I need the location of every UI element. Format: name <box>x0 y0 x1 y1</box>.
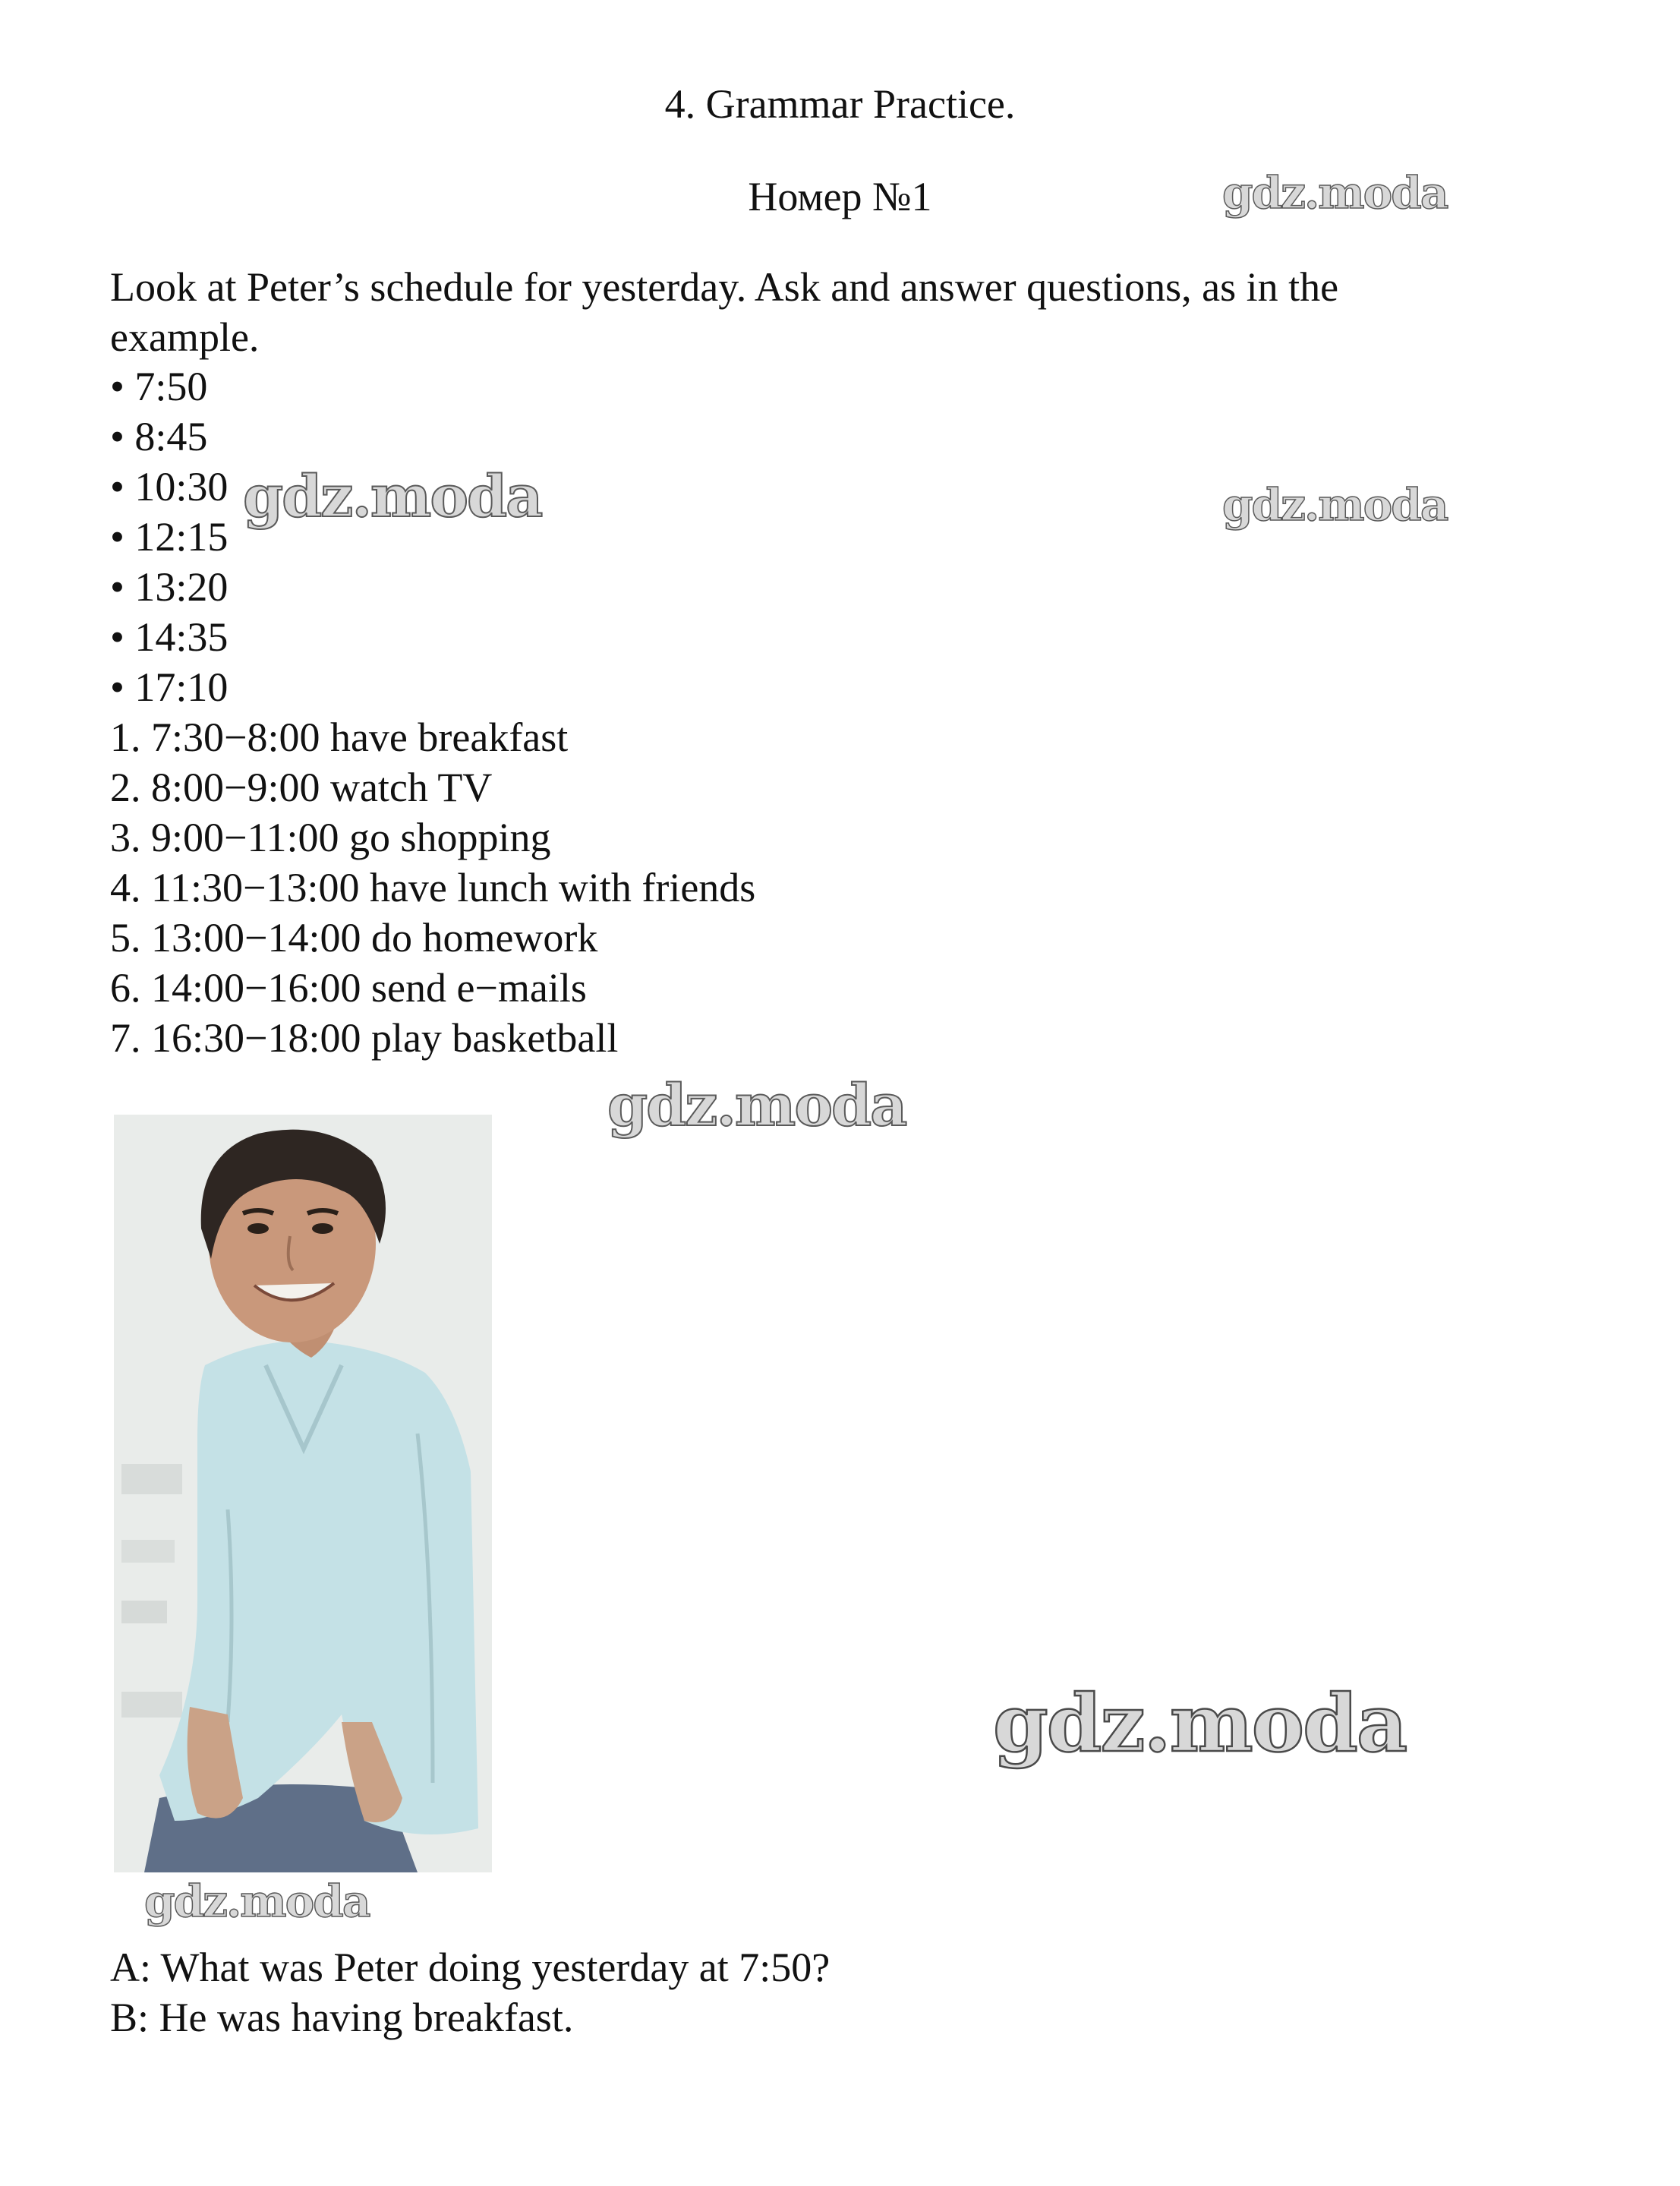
time-item: • 10:30 <box>110 464 229 509</box>
exercise-number: Номер №1 <box>748 174 932 219</box>
time-item: • 17:10 <box>110 664 229 710</box>
example-answer: B: He was having breakfast. <box>110 1995 574 2040</box>
time-item: • 8:45 <box>110 414 208 459</box>
watermark-logo: gdz.moda <box>993 1677 1407 1770</box>
watermark-logo: gdz.moda <box>607 1071 906 1139</box>
section-title: 4. Grammar Practice. <box>664 81 1016 127</box>
schedule-item: 7. 16:30−18:00 play basketball <box>110 1015 619 1061</box>
watermark-logo: gdz.moda <box>144 1875 370 1927</box>
time-item: • 13:20 <box>110 564 229 610</box>
watermark-logo: gdz.moda <box>243 462 542 530</box>
schedule-item: 2. 8:00−9:00 watch TV <box>110 765 493 810</box>
peter-photo <box>114 1115 492 1872</box>
instruction-text: Look at Peter’s schedule for yesterday. Ask and answer questions, as in the example. <box>110 264 1339 360</box>
watermark-logo: gdz.moda <box>1222 479 1448 531</box>
schedule-item: 4. 11:30−13:00 have lunch with friends <box>110 865 756 910</box>
time-item: • 7:50 <box>110 364 208 409</box>
example-question: A: What was Peter doing yesterday at 7:50? <box>110 1945 831 1990</box>
schedule-item: 6. 14:00−16:00 send e−mails <box>110 965 587 1011</box>
schedule-item: 5. 13:00−14:00 do homework <box>110 915 598 961</box>
schedule-item: 1. 7:30−8:00 have breakfast <box>110 714 569 760</box>
watermark-logo: gdz.moda <box>1222 167 1448 219</box>
time-item: • 12:15 <box>110 514 229 560</box>
time-item: • 14:35 <box>110 614 229 660</box>
schedule-item: 3. 9:00−11:00 go shopping <box>110 815 551 860</box>
